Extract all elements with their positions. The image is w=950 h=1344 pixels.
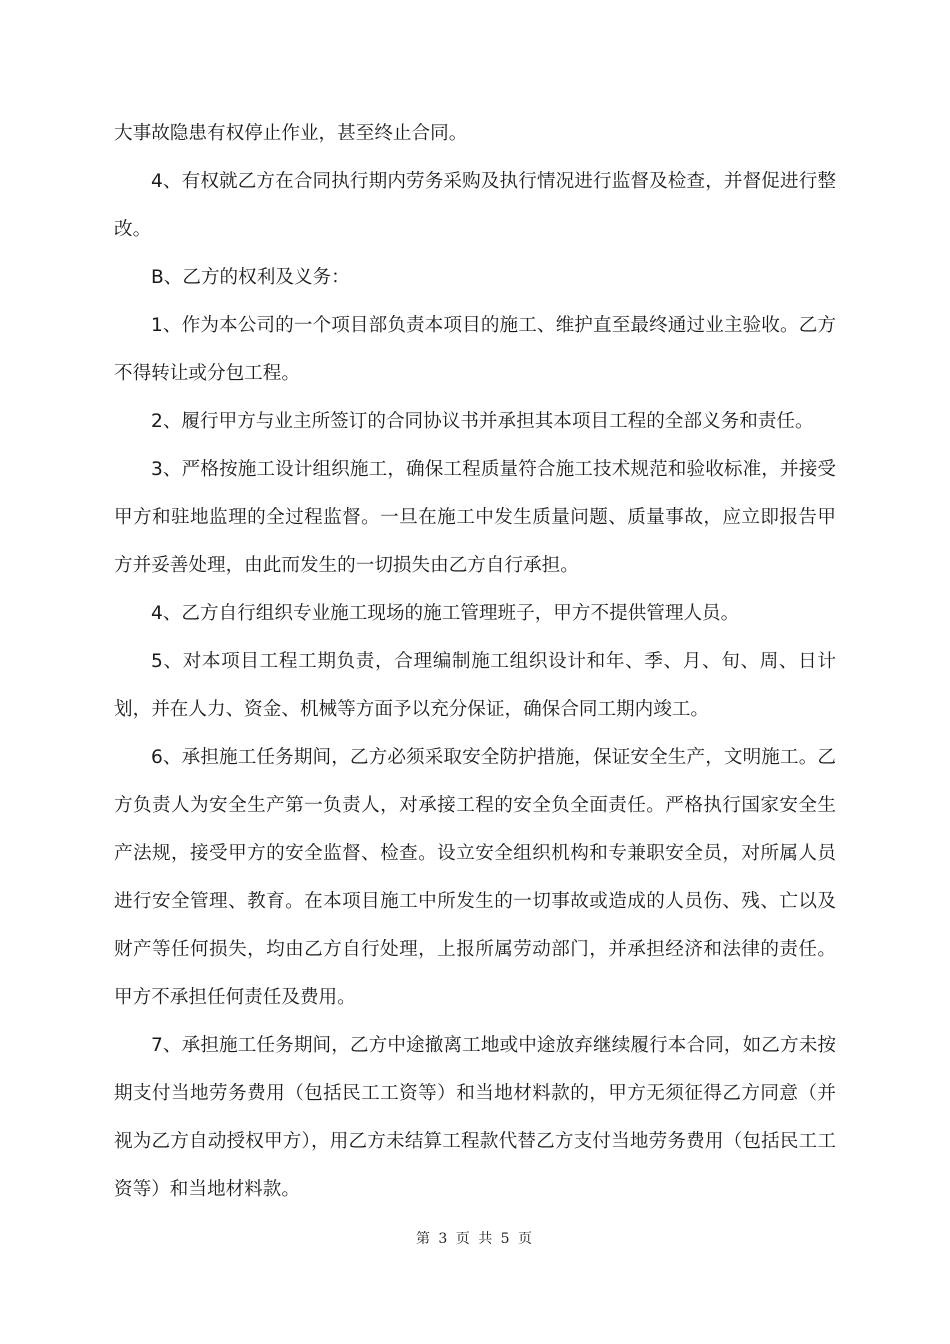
section-heading-b: B、乙方的权利及义务：	[151, 267, 350, 288]
paragraph-item-6: 6、承担施工任务期间，乙方必须采取安全防护措施，保证安全生产，文明施工。乙方负责人为安全生产第一负责人，对承接工程的安全负全面责任。严格执行国家安全生产法规，接受甲方的安全监督、检查。设立安全组织机构和专兼职安全员，对所属人员进行安全管理、教育。在本项目施工中所发生的一切事故或造成的人员伤、残、亡以及财产等任何损失，均由乙方自行处理，上报所属劳动部门，并承担经济和法律的责任。甲方不承担任何责任及费用。	[114, 747, 836, 1008]
paragraph-item-3: 3、严格按施工设计组织施工，确保工程质量符合施工技术规范和验收标准，并接受甲方和驻地监理的全过程监督。一旦在施工中发生质量问题、质量事故，应立即报告甲方并妥善处理，由此而发生的一切损失由乙方自行承担。	[114, 459, 836, 576]
paragraph-continuation: 大事故隐患有权停止作业，甚至终止合同。	[114, 123, 468, 144]
paragraph-item-2: 2、履行甲方与业主所签订的合同协议书并承担其本项目工程的全部义务和责任。	[151, 411, 814, 432]
document-body	[114, 110, 836, 1214]
page-number-footer: 第 3 页 共 5 页	[415, 1231, 535, 1247]
paragraph-item-1: 1、作为本公司的一个项目部负责本项目的施工、维护直至最终通过业主验收。乙方不得转让或分包工程。	[114, 315, 836, 384]
paragraph-item-5: 5、对本项目工程工期负责，合理编制施工组织设计和年、季、月、旬、周、日计划，并在人力、资金、机械等方面予以充分保证，确保合同工期内竣工。	[114, 651, 836, 720]
paragraph-item-7: 7、承担施工任务期间，乙方中途撤离工地或中途放弃继续履行本合同，如乙方未按期支付当地劳务费用（包括民工工资等）和当地材料款的，甲方无须征得乙方同意（并视为乙方自动授权甲方），用乙方未结算工程款代替乙方支付当地劳务费用（包括民工工资等）和当地材料款。	[114, 1035, 836, 1200]
paragraph-item-4: 4、有权就乙方在合同执行期内劳务采购及执行情况进行监督及检查，并督促进行整改。	[114, 171, 836, 240]
paragraph-item-4b: 4、乙方自行组织专业施工现场的施工管理班子，甲方不提供管理人员。	[151, 603, 740, 624]
